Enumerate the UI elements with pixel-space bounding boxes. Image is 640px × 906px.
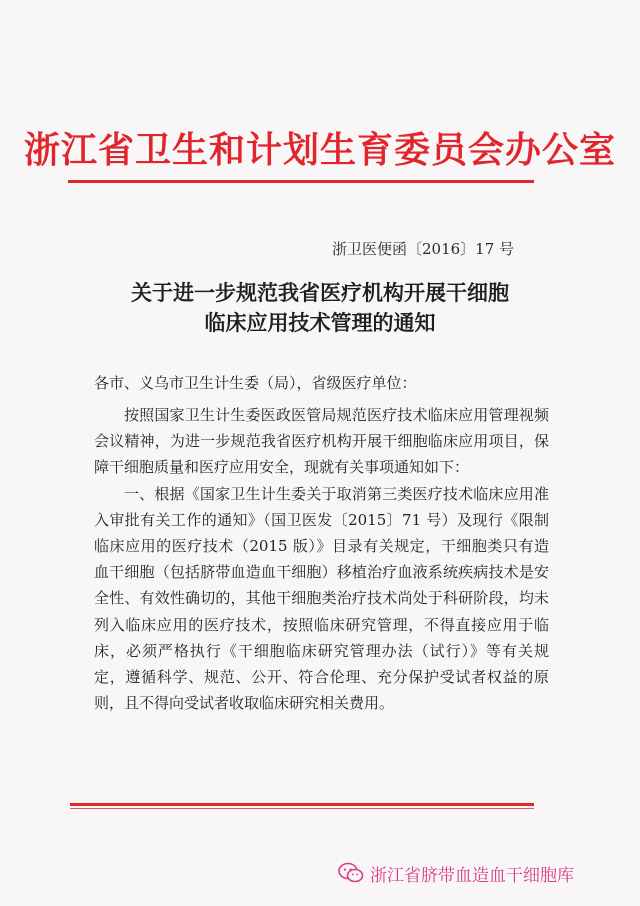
addressee: 各市、义乌市卫生计生委（局），省级医疗单位： xyxy=(94,374,417,392)
document-title-line-1: 关于进一步规范我省医疗机构开展干细胞 xyxy=(131,280,509,305)
body-paragraph-2: 一、根据《国家卫生计生委关于取消第三类医疗技术临床应用准入审批有关工作的通知》（国卫医发〔2015〕71 号）及现行《限制临床应用的医疗技术（2015 版）》目录有关规定，干细胞类只有造血干细胞（包括脐带血造血干细胞）移植治疗血液系统疾病技术是安全性、有效性确切的，其他干细胞类治疗技术尚处于科研阶段，均未列入临床应用的医疗技术，按照临床研究管理，不得直接应用于临床，必须严格执行《干细胞临床研究管理办法（试行）》等有关规定，遵循科学、规范、公开、符合伦理、充分保护受试者权益的原则，且不得向受试者收取临床研究相关费用。 xyxy=(94,484,549,713)
watermark xyxy=(338,858,574,888)
document-body xyxy=(94,402,549,716)
header-red-rule xyxy=(68,180,534,183)
body-paragraph-1: 按照国家卫生计生委医政医管局规范医疗技术临床应用管理视频会议精神，为进一步规范我省医疗机构开展干细胞临床应用项目，保障干细胞质量和医疗应用安全，现就有关事项通知如下： xyxy=(94,406,549,477)
issuing-office-title: 浙江省卫生和计划生育委员会办公室 xyxy=(23,129,616,171)
document-number: 浙卫医便函〔2016〕17 号 xyxy=(332,240,515,258)
footer-red-rule xyxy=(70,803,534,806)
document-title xyxy=(0,278,640,338)
wechat-icon xyxy=(338,862,364,884)
document-title-line-2: 临床应用技术管理的通知 xyxy=(204,310,436,335)
watermark-text: 浙江省脐带血造血干细胞库 xyxy=(370,865,574,886)
footer-thin-rule xyxy=(70,808,534,809)
